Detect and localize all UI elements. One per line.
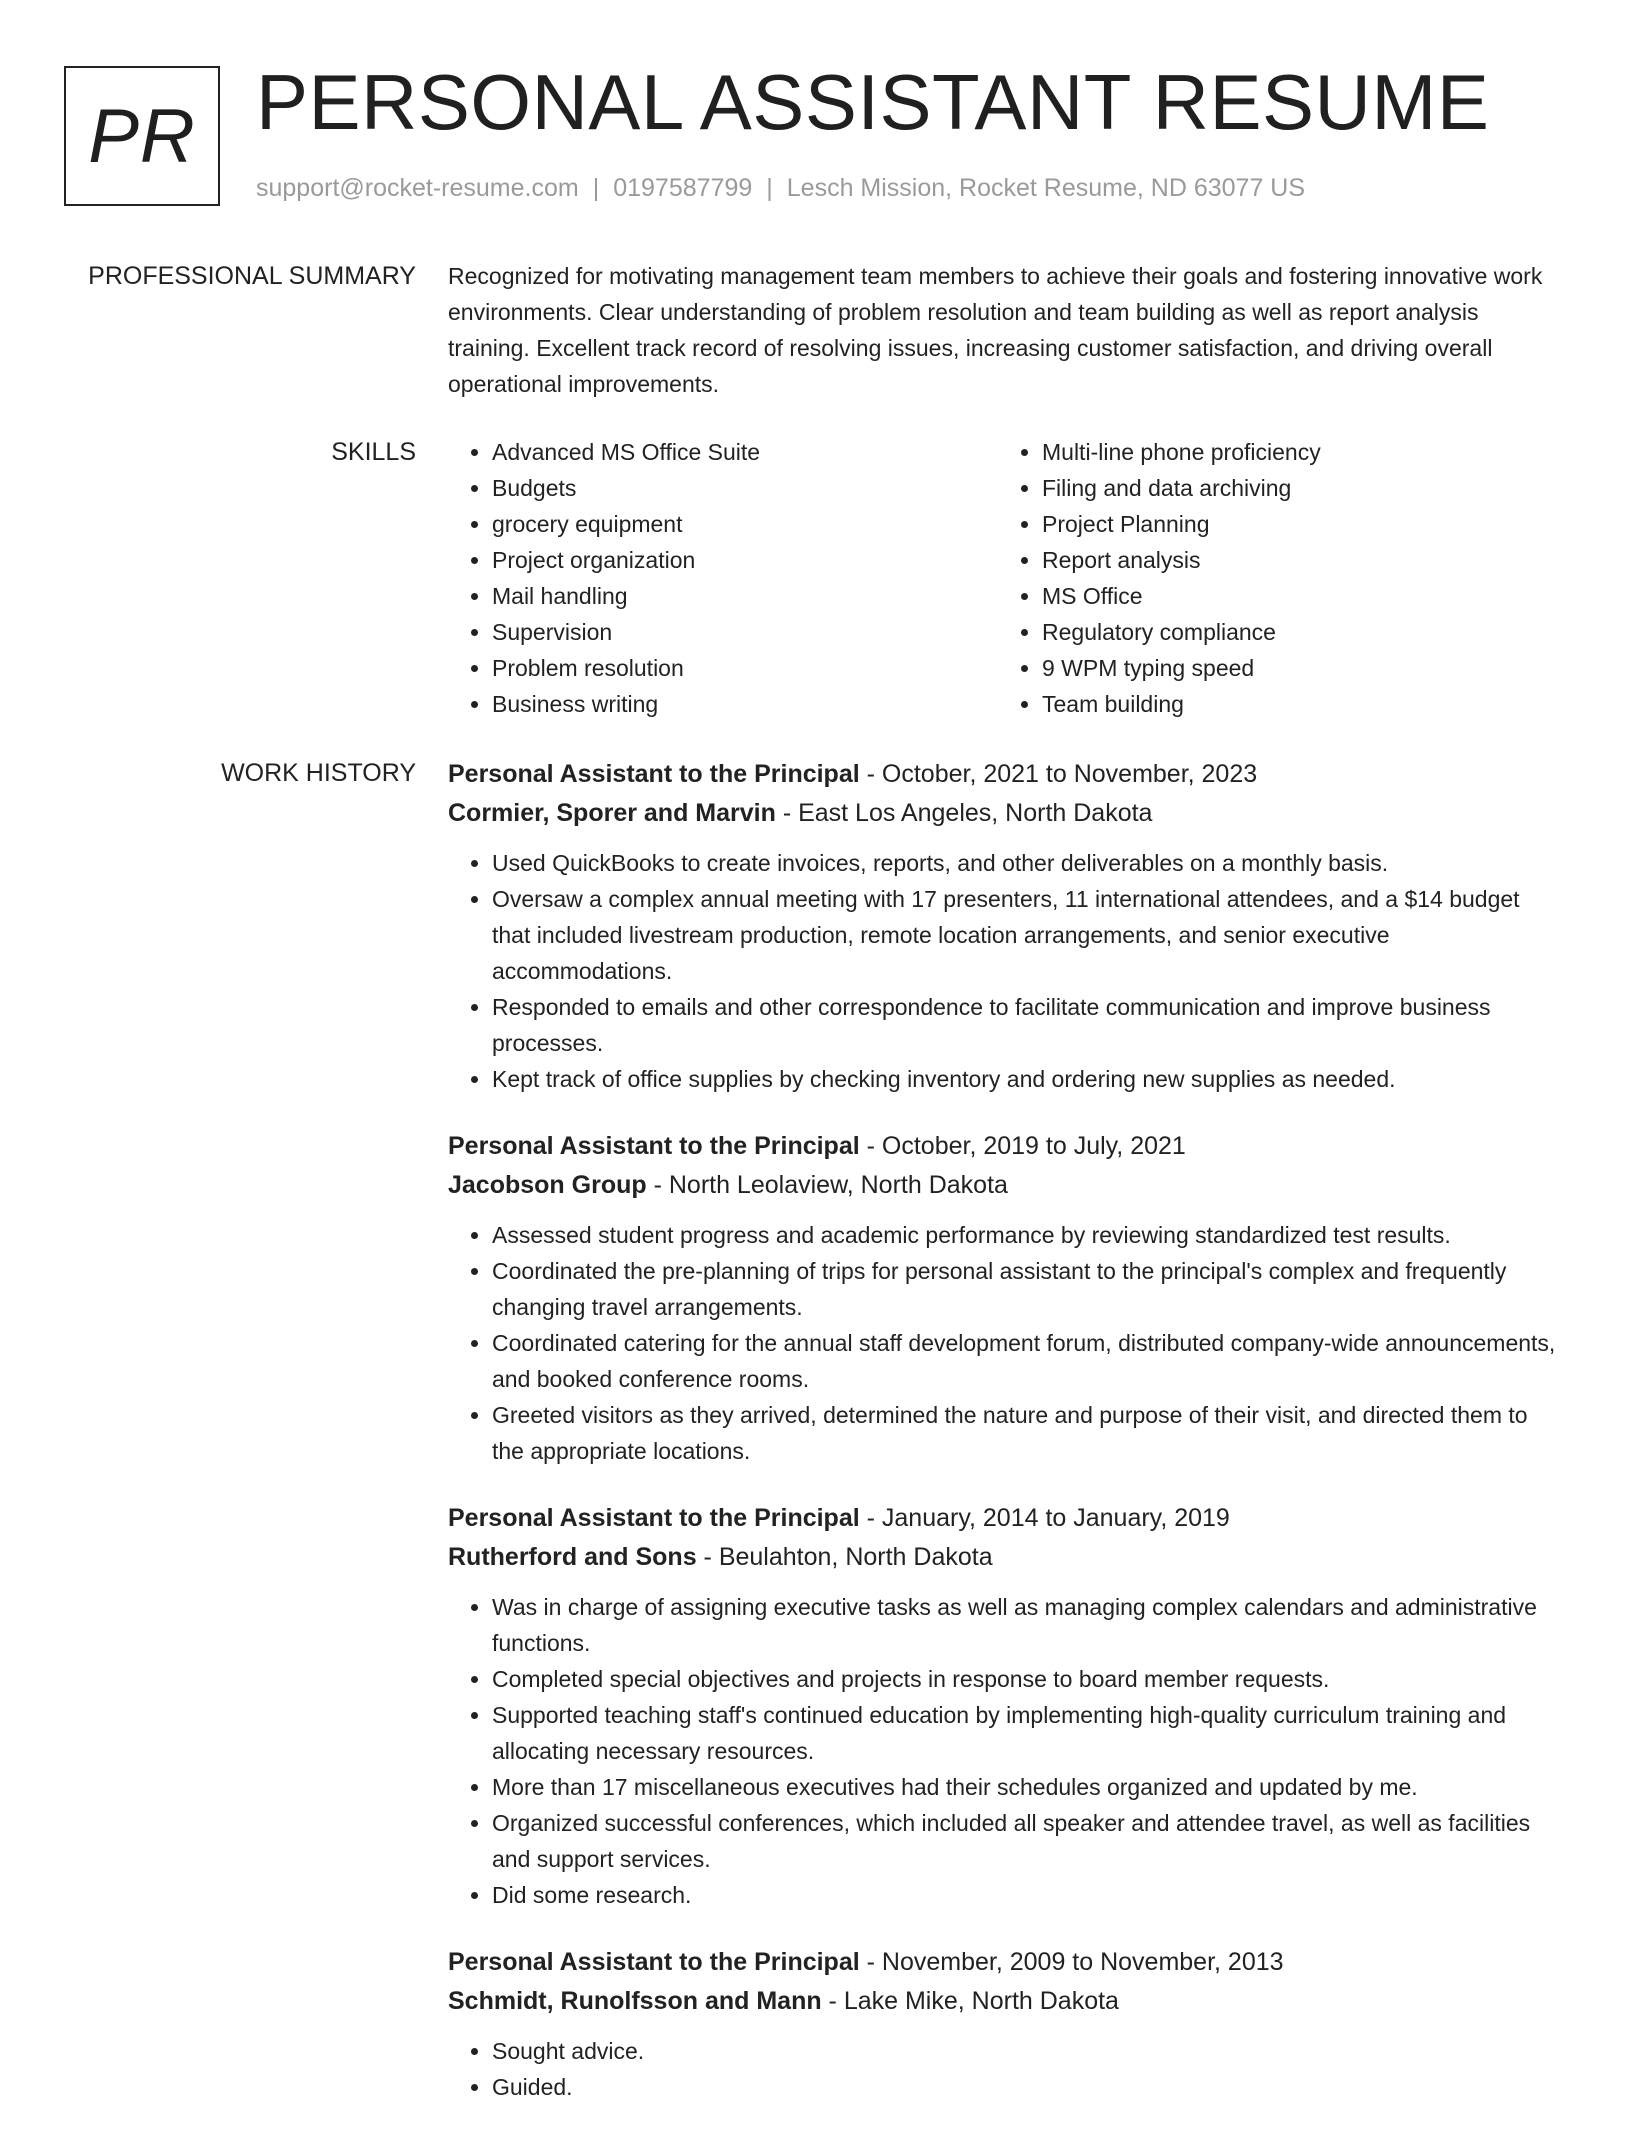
skills-list-left [448, 434, 998, 722]
job-bullets [448, 1589, 1558, 1913]
job-bullets [448, 1217, 1558, 1469]
contact-email: support@rocket-resume.com [256, 174, 579, 202]
skills-list-right [998, 434, 1548, 722]
job-company-line [448, 1538, 1558, 1577]
job-bullets [448, 845, 1558, 1097]
summary-body [448, 258, 1558, 402]
job-company: Jacobson Group [448, 1171, 647, 1199]
job-company: Rutherford and Sons [448, 1543, 697, 1571]
job-bullet: • Did some research. [492, 1877, 1558, 1913]
job-title-line [448, 1943, 1558, 1982]
job-company-line [448, 1166, 1558, 1205]
job-bullet: • Used QuickBooks to create invoices, reports, and other deliverables on a monthly basis. [492, 845, 1558, 881]
job-title-line [448, 755, 1558, 794]
job-bullet: • Responded to emails and other correspondence to facilitate communication and improve business processes. [492, 989, 1558, 1061]
skill-item: • Team building [1042, 686, 1548, 722]
job-location: - Lake Mike, North Dakota [821, 1987, 1119, 2015]
job-entry [448, 1943, 1558, 2105]
job-bullet: • Completed special objectives and projects in response to board member requests. [492, 1661, 1558, 1697]
skill-item: • Business writing [492, 686, 998, 722]
job-bullet: • Was in charge of assigning executive tasks as well as managing complex calendars and administrative functions. [492, 1589, 1558, 1661]
job-location: - Beulahton, North Dakota [696, 1543, 993, 1571]
job-dates: - October, 2021 to November, 2023 [859, 760, 1258, 788]
job-bullet: • Supported teaching staff's continued education by implementing high-quality curriculum training and allocating necessary resources. [492, 1697, 1558, 1769]
resume-title: PERSONAL ASSISTANT RESUME [256, 58, 1490, 146]
summary-label: PROFESSIONAL SUMMARY [88, 262, 416, 290]
skill-item: • Advanced MS Office Suite [492, 434, 998, 470]
work-history-body [448, 755, 1558, 2135]
job-bullet: • Organized successful conferences, which included all speaker and attendee travel, as well as facilities and support services. [492, 1805, 1558, 1877]
job-bullet: • More than 17 miscellaneous executives had their schedules organized and updated by me. [492, 1769, 1558, 1805]
job-title: Personal Assistant to the Principal [448, 760, 860, 788]
job-bullet: • Coordinated the pre-planning of trips for personal assistant to the principal's complex and frequently changing travel arrangements. [492, 1253, 1558, 1325]
job-entry [448, 1499, 1558, 1913]
job-company: Cormier, Sporer and Marvin [448, 799, 776, 827]
skill-item: • 9 WPM typing speed [1042, 650, 1548, 686]
job-location: - East Los Angeles, North Dakota [775, 799, 1153, 827]
skill-item: • Project organization [492, 542, 998, 578]
contact-line [256, 174, 1305, 203]
skills-body [448, 434, 1558, 722]
job-bullet: • Sought advice. [492, 2033, 1558, 2069]
job-bullet: • Coordinated catering for the annual staff development forum, distributed company-wide announcements, and booked conference rooms. [492, 1325, 1558, 1397]
skill-item: • Regulatory compliance [1042, 614, 1548, 650]
job-dates: - January, 2014 to January, 2019 [859, 1504, 1230, 1532]
job-bullet: • Guided. [492, 2069, 1558, 2105]
contact-phone: 0197587799 [613, 174, 753, 202]
contact-separator: | [592, 174, 600, 202]
skill-item: • MS Office [1042, 578, 1548, 614]
skill-item: • Budgets [492, 470, 998, 506]
job-entry [448, 755, 1558, 1097]
skill-item: • Supervision [492, 614, 998, 650]
job-company: Schmidt, Runolfsson and Mann [448, 1987, 822, 2015]
job-bullet: • Kept track of office supplies by checking inventory and ordering new supplies as needed. [492, 1061, 1558, 1097]
job-dates: - October, 2019 to July, 2021 [859, 1132, 1186, 1160]
job-dates: - November, 2009 to November, 2013 [859, 1948, 1284, 1976]
job-company-line [448, 794, 1558, 833]
job-entry [448, 1127, 1558, 1469]
job-location: - North Leolaview, North Dakota [646, 1171, 1008, 1199]
skills-label: SKILLS [331, 438, 416, 466]
summary-text: Recognized for motivating management team members to achieve their goals and fostering innovative work environments. Clear understanding of problem resolution and team building as well as report analysis training. Excellent track record of resolving issues, increasing customer satisfaction, and driving overall operational improvements. [448, 263, 1543, 397]
job-bullet: • Oversaw a complex annual meeting with 17 presenters, 11 international attendees, and a $14 budget that included livestream production, remote location arrangements, and senior executive accommodations. [492, 881, 1558, 989]
monogram-logo: PR [64, 66, 220, 206]
job-company-line [448, 1982, 1558, 2021]
work-history-label: WORK HISTORY [221, 759, 416, 787]
job-bullets [448, 2033, 1558, 2105]
job-title-line [448, 1127, 1558, 1166]
contact-address: Lesch Mission, Rocket Resume, ND 63077 US [786, 174, 1306, 202]
skill-item: • Multi-line phone proficiency [1042, 434, 1548, 470]
skill-item: • Project Planning [1042, 506, 1548, 542]
skill-item: • grocery equipment [492, 506, 998, 542]
job-title-line [448, 1499, 1558, 1538]
job-title: Personal Assistant to the Principal [448, 1504, 860, 1532]
contact-separator: | [766, 174, 773, 202]
skill-item: • Report analysis [1042, 542, 1548, 578]
skill-item: • Problem resolution [492, 650, 998, 686]
job-bullet: • Greeted visitors as they arrived, determined the nature and purpose of their visit, and directed them to the appropriate locations. [492, 1397, 1558, 1469]
skill-item: • Mail handling [492, 578, 998, 614]
job-bullet: • Assessed student progress and academic performance by reviewing standardized test results. [492, 1217, 1558, 1253]
job-title: Personal Assistant to the Principal [448, 1948, 860, 1976]
job-title: Personal Assistant to the Principal [448, 1132, 860, 1160]
skill-item: • Filing and data archiving [1042, 470, 1548, 506]
